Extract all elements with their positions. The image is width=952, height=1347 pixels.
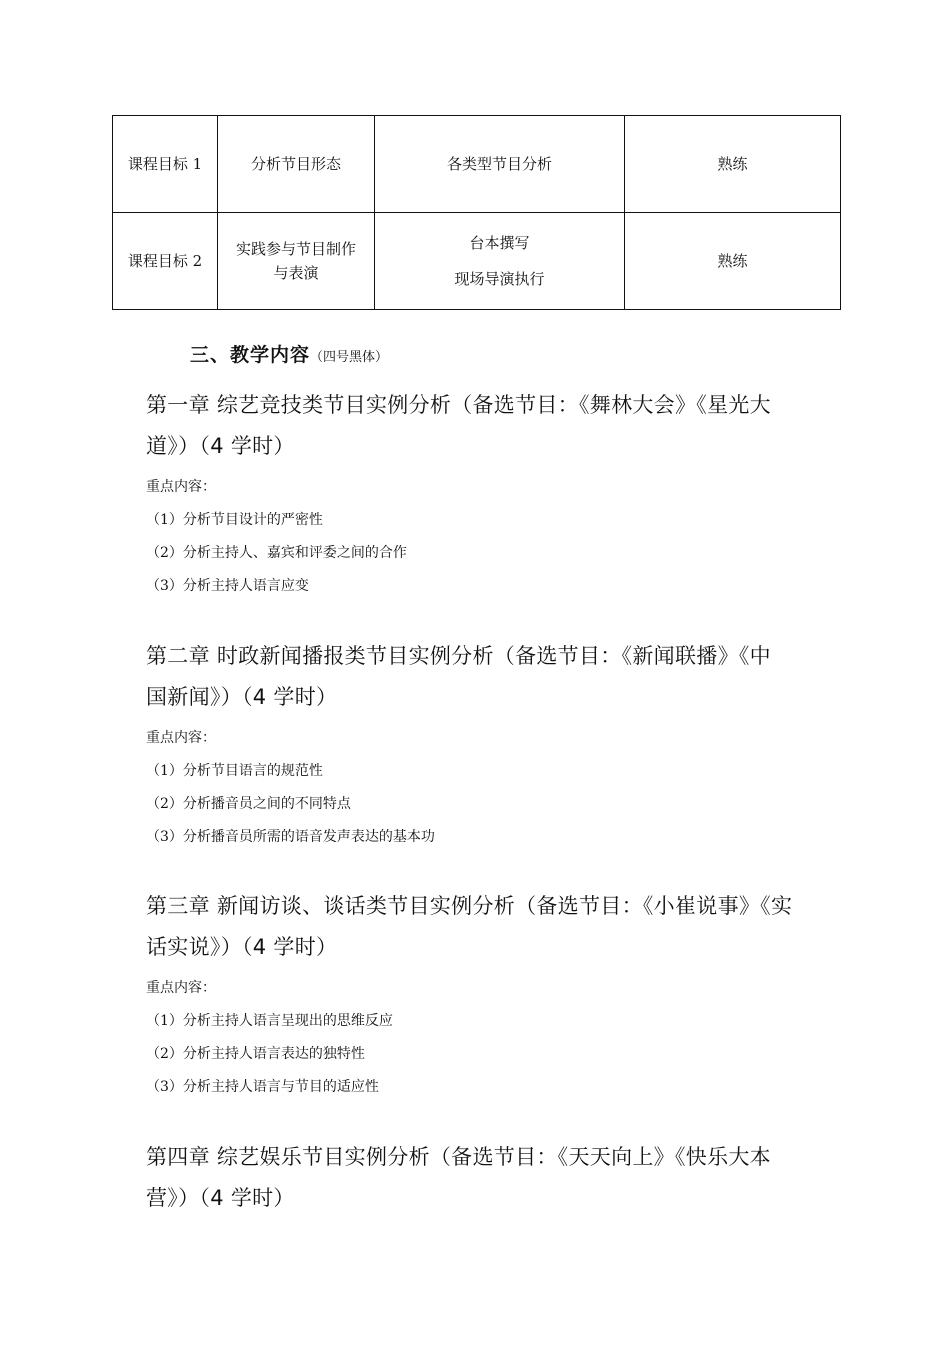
level-cell: 熟练 bbox=[625, 213, 841, 310]
section-heading bbox=[190, 340, 388, 367]
chapter-title: 第三章 新闻访谈、谈话类节目实例分析（备选节目：《小崔说事》《实 话实说》）（4 学时） bbox=[146, 894, 793, 959]
list-item: （2）分析主持人、嘉宾和评委之间的合作 bbox=[146, 545, 407, 561]
key-points-label: 重点内容： bbox=[146, 730, 216, 746]
ability-cell: 实践参与节目制作 与表演 bbox=[218, 213, 375, 310]
table-row bbox=[113, 213, 841, 310]
key-points bbox=[146, 972, 826, 1104]
content-cell: 各类型节目分析 bbox=[375, 116, 625, 213]
table-row bbox=[113, 116, 841, 213]
list-item: （2）分析主持人语言表达的独特性 bbox=[146, 1046, 365, 1062]
list-item: （3）分析主持人语言应变 bbox=[146, 578, 309, 594]
list-item: （2）分析播音员之间的不同特点 bbox=[146, 796, 351, 812]
chapter-title: 第二章 时政新闻播报类节目实例分析（备选节目：《新闻联播》《中 国新闻》）（4 学时） bbox=[146, 644, 771, 709]
chapter-title: 第四章 综艺娱乐节目实例分析（备选节目：《天天向上》《快乐大本 营》）（4 学时） bbox=[146, 1145, 771, 1210]
list-item: （1）分析节目设计的严密性 bbox=[146, 512, 323, 528]
chapter-3 bbox=[146, 886, 826, 1104]
list-item: （1）分析节目语言的规范性 bbox=[146, 763, 323, 779]
ability-cell: 分析节目形态 bbox=[218, 116, 375, 213]
section-note: （四号黑体） bbox=[310, 350, 389, 365]
list-item: （1）分析主持人语言呈现出的思维反应 bbox=[146, 1013, 393, 1029]
goal-cell: 课程目标 2 bbox=[113, 213, 218, 310]
key-points-label: 重点内容： bbox=[146, 980, 216, 996]
level-cell: 熟练 bbox=[625, 116, 841, 213]
list-item: （3）分析播音员所需的语音发声表达的基本功 bbox=[146, 829, 435, 845]
list-item: （3）分析主持人语言与节目的适应性 bbox=[146, 1079, 379, 1095]
key-points-label: 重点内容： bbox=[146, 479, 216, 495]
content-cell: 台本撰写 现场导演执行 bbox=[375, 213, 625, 310]
chapter-4 bbox=[146, 1137, 826, 1219]
goal-cell: 课程目标 1 bbox=[113, 116, 218, 213]
chapter-title: 第一章 综艺竞技类节目实例分析（备选节目：《舞林大会》《星光大 道》）（4 学时） bbox=[146, 393, 771, 458]
chapter-2 bbox=[146, 636, 826, 854]
key-points bbox=[146, 722, 826, 854]
chapter-1 bbox=[146, 385, 826, 603]
course-goals-table bbox=[112, 115, 841, 310]
key-points bbox=[146, 471, 826, 603]
section-title-text: 三、教学内容 bbox=[190, 344, 311, 366]
